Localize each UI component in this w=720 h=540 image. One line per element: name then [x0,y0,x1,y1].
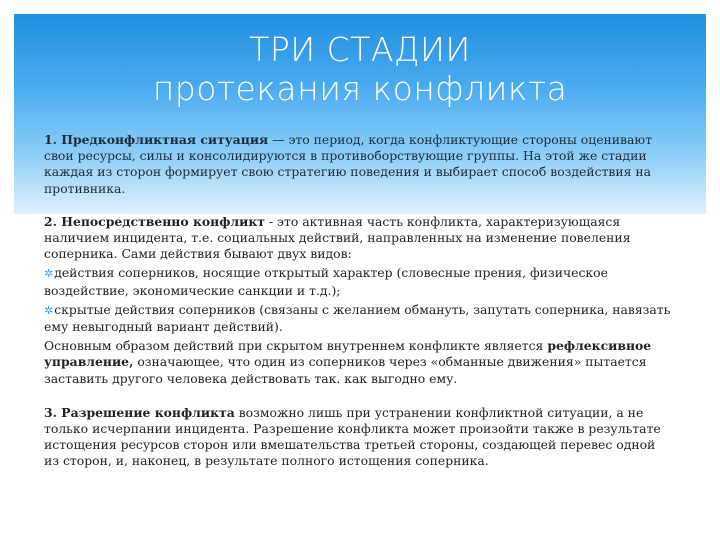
title-line-1: ТРИ СТАДИИ [249,30,471,69]
stage-3-text: возможно лишь при устранении конфликтной ситуации, а не только исчерпании инцидента. Разрешение конфликта может произойти также в результате истощения ресурсов сторон или вмешательства третьей стороны, создающей перевес одной из сторон, и, наконец, в результате полного истощения соперника. [44,404,661,469]
stage-1-heading: 1. Предконфликтная ситуация [44,132,269,147]
bullet-text-1: действия соперников, носящие открытый характер (словесные прения, физическое воздействие, экономические санкции и т.д.); [44,265,608,298]
stage-2-text: - это активная часть конфликта, характеризующаяся наличием инцидента, т.е. социальных действий, направленных на изменение повеления соперника. Сами действия бывают двух видов: [44,213,631,262]
star-bullet-icon: ✲ [44,303,54,317]
stage-2-paragraph [44,214,672,263]
bullet-text-2: скрытые действия соперников (связаны с желанием обмануть, запутать соперника, навязать ему невыгодный вариант действий). [44,301,671,335]
slide-title [0,30,720,108]
title-line-2: протекания конфликта [152,69,568,108]
stage-3-paragraph [44,405,672,470]
stage-2-note [44,338,672,387]
star-bullet-icon: ✲ [44,267,54,281]
stage-1-text: — это период, когда конфликтующие стороны оценивают свои ресурсы, силы и консолидируются в противоборствующие группы. На этой же стадии каждая из сторон формирует свою стратегию поведения и выбирает способ воздействия на противника. [44,132,653,196]
note-bold-term: рефлексивное управление, [44,338,652,370]
list-item [44,302,672,335]
note-before: Основным образом действий при скрытом внутреннем конфликте является [44,338,548,354]
slide-content [44,132,672,470]
stage-2-heading: 2. Непосредственно конфликт [44,213,265,229]
stage-3-heading: 3. Разрешение конфликта [44,404,235,420]
stage-1-paragraph [44,132,672,197]
list-item [44,265,672,298]
note-after: означающее, что один из соперников через «обманные движения» пытается заставить другого человека действовать так. как выгодно ему. [44,354,647,386]
